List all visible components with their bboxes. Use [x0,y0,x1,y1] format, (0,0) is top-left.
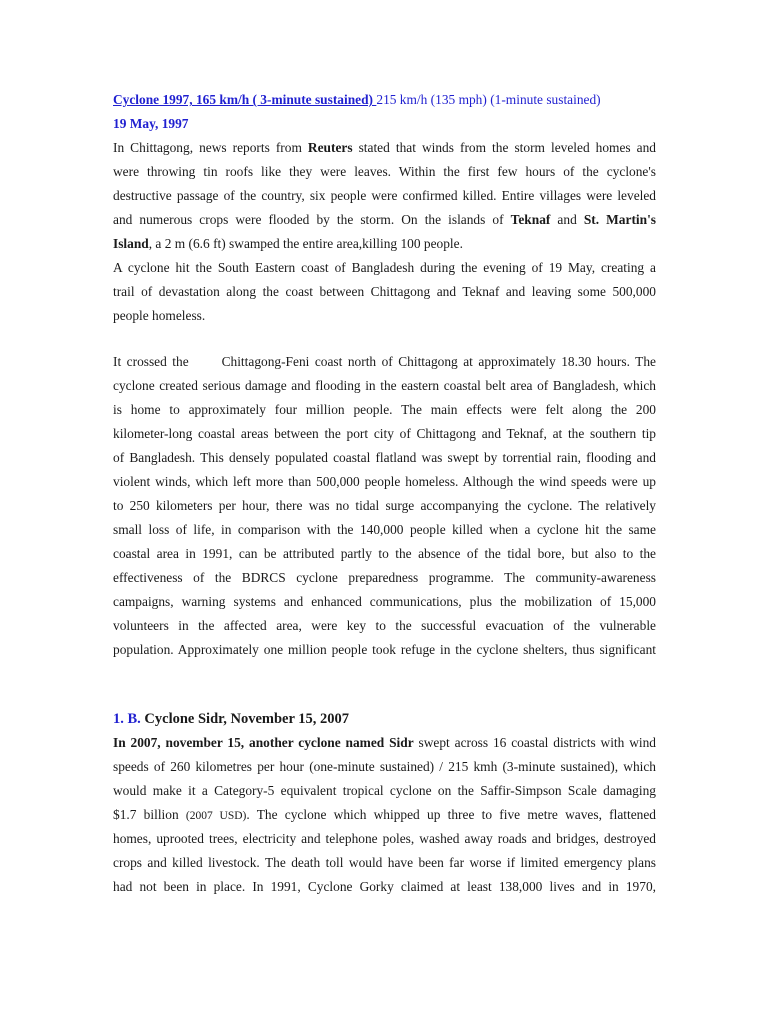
text-line: speeds of 260 kilometres per hour (one-minute sustained) / 215 kmh (3-minute sustained), which [113,759,656,774]
text-line: In 2007, november 15, another cyclone named Sidr swept across 16 coastal districts with wind [113,735,656,750]
text-line: coastal area in 1991, can be attributed partly to the absence of the tidal bore, but also to the [113,546,656,561]
text-line: would make it a Category-5 equivalent tropical cyclone on the Saffir-Simpson Scale damaging [113,783,656,798]
paragraph-cyclone-southeast-coast [113,256,656,328]
paragraph-chittagong-reports [113,136,656,256]
section-a-date: 19 May, 1997 [113,116,189,131]
text-line: were throwing tin roofs like they were leaves. Within the first few hours of the cyclone's [113,164,656,179]
section-a-heading [113,88,656,112]
text-line: volunteers in the affected area, were key to the successful evacuation of the vulnerable [113,618,656,633]
text-line: violent winds, which left more than 500,000 people homeless. Although the wind speeds were up [113,474,656,489]
text-line: kilometer-long coastal areas between the port city of Chittagong and Teknaf, at the southern tip [113,426,656,441]
text-line: $1.7 billion (2007 USD). The cyclone which whipped up three to five metre waves, flattened [113,807,656,822]
text-line: and numerous crops were flooded by the storm. On the islands of Teknaf and St. Martin's [113,212,657,227]
text-line: effectiveness of the BDRCS cyclone preparedness programme. The community-awareness [113,570,656,585]
text-line: In Chittagong, news reports from Reuters stated that winds from the storm leveled homes and [113,140,656,155]
document-page [113,88,656,899]
text-line: A cyclone hit the South Eastern coast of Bangladesh during the evening of 19 May, creating a [113,260,656,275]
text-line: had not been in place. In 1991, Cyclone Gorky claimed at least 138,000 lives and in 1970, [113,879,656,894]
text-line: people homeless. [113,308,206,323]
heading-wind-speed: 215 km/h (135 mph) (1-minute sustained) [376,92,601,107]
text-line: destructive passage of the country, six people were confirmed killed. Entire villages were leveled [113,188,656,203]
text-line: homes, uprooted trees, electricity and telephone poles, washed away roads and bridges, destroyed [113,831,656,846]
text-line: population. Approximately one million people took refuge in the cyclone shelters, thus significant [113,642,656,657]
text-line: Island, a 2 m (6.6 ft) swamped the entire area,killing 100 people. [113,236,463,251]
section-b-title: Cyclone Sidr, November 15, 2007 [140,711,350,727]
text-line: trail of devastation along the coast between Chittagong and Teknaf and leaving some 500,000 [113,284,656,299]
text-line: cyclone created serious damage and flooding in the eastern coastal belt area of Bangladesh, which [113,378,656,393]
text-line: is home to approximately four million people. The main effects were felt along the 200 [113,402,656,417]
text-line: crops and killed livestock. The death toll would have been far worse if limited emergency plans [113,855,656,870]
text-line: of Bangladesh. This densely populated coastal flatland was swept by torrential rain, flooding and [113,450,656,465]
paragraph-cyclone-sidr [113,731,656,899]
text-line: to 250 kilometers per hour, there was no tidal surge accompanying the cyclone. The relatively [113,498,656,513]
cyclone-1997-link[interactable]: Cyclone 1997, 165 km/h ( 3-minute sustained) [113,92,377,107]
text-line: small loss of life, in comparison with the 140,000 people killed when a cyclone hit the same [113,522,656,537]
section-b-heading [113,707,656,731]
text-line: campaigns, warning systems and enhanced communications, plus the mobilization of 15,000 [113,594,656,609]
paragraph-chittagong-feni-crossing [113,350,656,662]
section-b-number: 1. B. [113,711,141,727]
text-line: It crossed the Chittagong-Feni coast north of Chittagong at approximately 18.30 hours. The [113,354,656,369]
